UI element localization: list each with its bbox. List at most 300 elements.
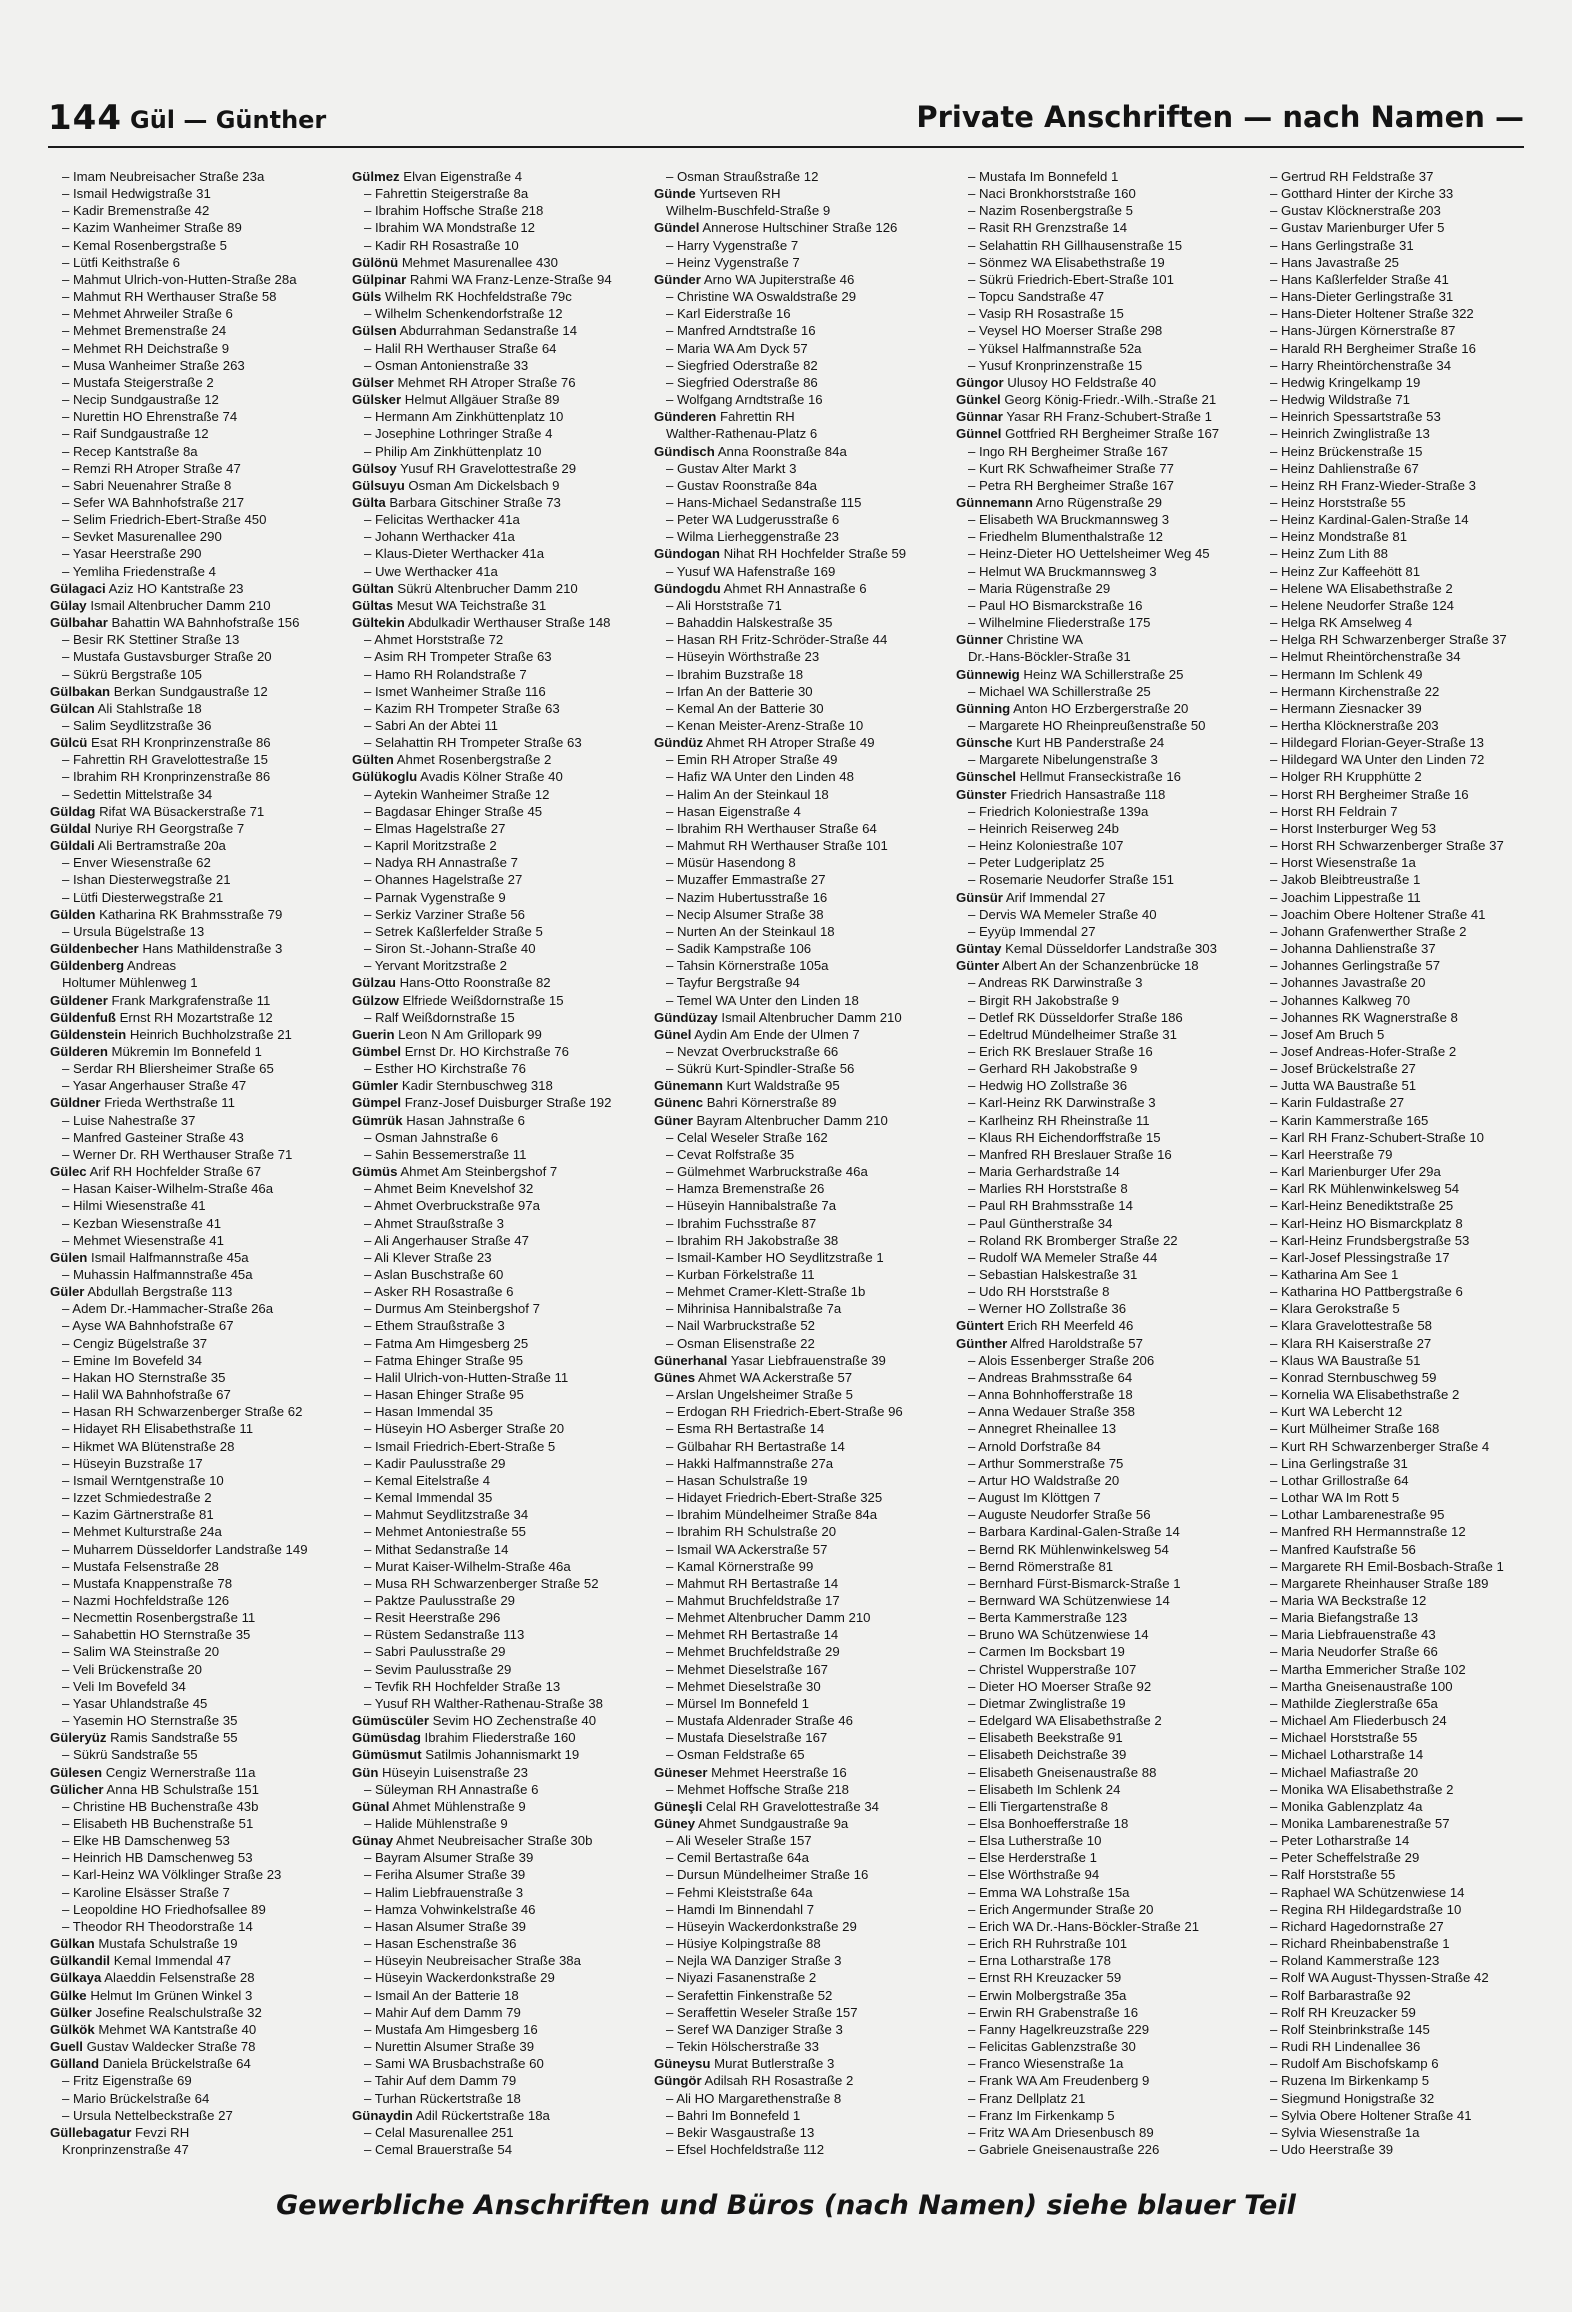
directory-entry: [956, 2004, 1240, 2021]
directory-entry: [956, 237, 1240, 254]
entry-surname: Gündisch: [654, 443, 715, 459]
directory-entry: [50, 185, 334, 202]
entry-details: – Raphael WA Schützenwiese 14: [1270, 1884, 1465, 1900]
entry-details: – Gerhard RH Jakobstraße 9: [968, 1061, 1138, 1077]
directory-entry: [654, 357, 938, 374]
entry-details: – Michael Mafiastraße 20: [1270, 1764, 1419, 1780]
directory-entry: [956, 1678, 1240, 1695]
directory-entry: [956, 1661, 1240, 1678]
directory-entry: [956, 1592, 1240, 1609]
entry-details: – Yasemin HO Sternstraße 35: [62, 1713, 238, 1729]
directory-entry: [50, 1472, 334, 1489]
entry-surname: Günay: [352, 1833, 394, 1849]
entry-details: – Yusuf Kronprinzenstraße 15: [968, 357, 1143, 373]
directory-entry: [50, 1163, 334, 1180]
directory-entry: [654, 1661, 938, 1678]
directory-entry: [50, 1901, 334, 1918]
entry-surname: Günkel: [956, 392, 1001, 408]
header-rule: [48, 146, 1524, 148]
directory-entry: [956, 1283, 1240, 1300]
entry-details: – Fahrettin RH Gravelottestraße 15: [62, 752, 268, 768]
directory-entry: [1258, 974, 1542, 991]
entry-details: – Marlies RH Horststraße 8: [968, 1181, 1128, 1197]
entry-details: – Fritz Eigenstraße 69: [62, 2073, 192, 2089]
directory-entry: [352, 1043, 636, 1060]
entry-details: – Hamo RH Rolandstraße 7: [364, 666, 527, 682]
directory-entry: [352, 648, 636, 665]
directory-entry: [956, 545, 1240, 562]
directory-entry: [352, 1077, 636, 1094]
directory-entry: [1258, 580, 1542, 597]
directory-entry: [654, 1918, 938, 1935]
entry-details: – Mehmet Ahrweiler Straße 6: [62, 306, 233, 322]
entry-details: – Bekir Wasgaustraße 13: [666, 2124, 815, 2140]
entry-details: – Hasan Eigenstraße 4: [666, 803, 801, 819]
entry-details: – Necip Sundgaustraße 12: [62, 392, 219, 408]
entry-details: – Ayse WA Bahnhofstraße 67: [62, 1318, 234, 1334]
directory-entry: [50, 545, 334, 562]
directory-entry: [956, 1472, 1240, 1489]
entry-details: – Else Herderstraße 1: [968, 1850, 1097, 1866]
directory-entry: [956, 1009, 1240, 1026]
directory-entry: [654, 494, 938, 511]
entry-surname: Gülkaya: [50, 1970, 102, 1986]
entry-details: – Asim RH Trompeter Straße 63: [364, 649, 552, 665]
entry-details: – Harald RH Bergheimer Straße 16: [1270, 340, 1476, 356]
directory-entry: [1258, 1695, 1542, 1712]
entry-details: – Franz Dellplatz 21: [968, 2090, 1086, 2106]
entry-details: – Gülmehmet Warbruckstraße 46a: [666, 1164, 868, 1180]
entry-details: – Erich WA Dr.-Hans-Böckler-Straße 21: [968, 1918, 1200, 1934]
column-1: [50, 168, 334, 2158]
entry-details: Elfriede Weißdornstraße 15: [398, 992, 564, 1008]
entry-surname: Gülkan: [50, 1936, 95, 1952]
directory-entry: [1258, 2004, 1542, 2021]
directory-entry: [654, 1884, 938, 1901]
directory-entry: [352, 1918, 636, 1935]
directory-entry: [956, 391, 1240, 408]
entry-details: – Musa Wanheimer Straße 263: [62, 357, 245, 373]
directory-entry: [50, 357, 334, 374]
entry-details: – Andreas Brahmsstraße 64: [968, 1369, 1133, 1385]
entry-details: – Berta Kammerstraße 123: [968, 1610, 1128, 1626]
entry-details: – Hasan RH Fritz-Schröder-Straße 44: [666, 632, 888, 648]
directory-entry: [50, 1523, 334, 1540]
entry-details: – Helmut WA Bruckmannsweg 3: [968, 563, 1157, 579]
directory-entry: [352, 614, 636, 631]
directory-entry: [654, 1266, 938, 1283]
entry-details: – Halil RH Werthauser Straße 64: [364, 340, 557, 356]
directory-entry: [956, 1300, 1240, 1317]
entry-details: Satilmis Johannismarkt 19: [421, 1747, 580, 1763]
directory-entry: [956, 1952, 1240, 1969]
directory-entry: [1258, 837, 1542, 854]
entry-details: – Mehmet Hoffsche Straße 218: [666, 1781, 850, 1797]
entry-details: – Luise Nahestraße 37: [62, 1112, 196, 1128]
directory-entry: [1258, 734, 1542, 751]
entry-details: – Fatma Am Himgesberg 25: [364, 1335, 529, 1351]
directory-entry: [50, 219, 334, 236]
entry-details: – Margarete Rheinhauser Straße 189: [1270, 1575, 1489, 1591]
entry-details: Arno Rügenstraße 29: [1032, 494, 1162, 510]
entry-details: Mükremin Im Bonnefeld 1: [107, 1043, 262, 1059]
entry-details: – Rudolf WA Memeler Straße 44: [968, 1249, 1158, 1265]
entry-details: – Hasan Ehinger Straße 95: [364, 1387, 524, 1403]
entry-details: – Lütfi Keithstraße 6: [62, 254, 181, 270]
entry-details: Kadir Sternbuschweg 318: [398, 1078, 553, 1094]
directory-entry: [352, 1009, 636, 1026]
directory-entry: [50, 734, 334, 751]
entry-details: – Hermann Im Schlenk 49: [1270, 666, 1423, 682]
entry-details: – Naci Bronkhorststraße 160: [968, 186, 1136, 202]
entry-details: – Elisabeth Gneisenaustraße 88: [968, 1764, 1157, 1780]
entry-details: Heinrich Buchholzstraße 21: [126, 1026, 292, 1042]
entry-details: – Fritz WA Am Driesenbusch 89: [968, 2124, 1154, 2140]
directory-entry: [1258, 768, 1542, 785]
entry-details: – Siegfried Oderstraße 86: [666, 374, 818, 390]
directory-entry: [352, 1386, 636, 1403]
directory-entry: [654, 940, 938, 957]
entry-surname: Gülland: [50, 2056, 100, 2072]
entry-details: Dr.-Hans-Böckler-Straße 31: [968, 649, 1131, 665]
entry-details: – Feriha Alsumer Straße 39: [364, 1867, 526, 1883]
directory-entry: [50, 1764, 334, 1781]
entry-details: – Udo RH Horststraße 8: [968, 1284, 1110, 1300]
entry-details: – Christine WA Oswaldstraße 29: [666, 289, 857, 305]
entry-details: – Margarete HO Rheinpreußenstraße 50: [968, 718, 1206, 733]
entry-surname: Gülsen: [352, 323, 397, 339]
directory-entry: [1258, 1746, 1542, 1763]
directory-entry: [352, 2055, 636, 2072]
directory-entry: [956, 580, 1240, 597]
entry-details: – Rasit RH Grenzstraße 14: [968, 220, 1128, 236]
directory-entry: [654, 2055, 938, 2072]
directory-entry: [352, 1300, 636, 1317]
directory-entry: [50, 340, 334, 357]
directory-entry: [956, 1266, 1240, 1283]
directory-entry: [1258, 408, 1542, 425]
entry-details: Kurt HB Panderstraße 24: [1012, 735, 1165, 751]
entry-details: – Ibrahim WA Mondstraße 12: [364, 220, 536, 236]
entry-details: – Ruzena Im Birkenkamp 5: [1270, 2073, 1430, 2089]
directory-entry: [352, 288, 636, 305]
directory-entry: [352, 1317, 636, 1334]
entry-details: – Veysel HO Moerser Straße 298: [968, 323, 1163, 339]
directory-entry: [956, 2107, 1240, 2124]
entry-details: – Michael WA Schillerstraße 25: [968, 683, 1151, 699]
directory-entry: [1258, 1094, 1542, 1111]
directory-entry: [1258, 219, 1542, 236]
entry-details: – Maria Biefangstraße 13: [1270, 1610, 1419, 1626]
directory-entry: [352, 734, 636, 751]
directory-entry: [352, 1764, 636, 1781]
directory-entry: [654, 408, 938, 425]
entry-details: – Holger RH Krupphütte 2: [1270, 769, 1422, 785]
directory-entry: [956, 1901, 1240, 1918]
directory-entry: [352, 219, 636, 236]
directory-entry: [654, 1180, 938, 1197]
entry-details: – Tahsin Körnerstraße 105a: [666, 958, 829, 974]
directory-entry: [50, 1232, 334, 1249]
entry-details: – Johannes RK Wagnerstraße 8: [1270, 1009, 1458, 1025]
entry-details: – Hans-Michael Sedanstraße 115: [666, 494, 862, 510]
entry-details: – Erich RH Ruhrstraße 101: [968, 1936, 1128, 1952]
entry-details: – Enver Wiesenstraße 62: [62, 855, 211, 871]
directory-entry: [1258, 477, 1542, 494]
directory-entry: [352, 322, 636, 339]
entry-details: – Ibrahim RH Werthauser Straße 64: [666, 820, 877, 836]
entry-details: – Helene Neudorfer Straße 124: [1270, 597, 1455, 613]
directory-entry: [1258, 357, 1542, 374]
entry-details: – Hedwig Wildstraße 71: [1270, 392, 1410, 408]
directory-entry: [50, 528, 334, 545]
directory-entry: [50, 1094, 334, 1111]
directory-entry: [956, 1643, 1240, 1660]
directory-entry: [1258, 1438, 1542, 1455]
directory-entry: [956, 202, 1240, 219]
directory-entry: [1258, 2090, 1542, 2107]
directory-entry: [1258, 1592, 1542, 1609]
directory-entry: [654, 1764, 938, 1781]
directory-entry: [956, 768, 1240, 785]
entry-surname: Günder: [654, 271, 701, 287]
entry-details: – Helga RK Amselweg 4: [1270, 615, 1413, 631]
entry-details: – Mahmut Ulrich-von-Hutten-Straße 28a: [62, 271, 297, 287]
entry-details: – Ibrahim Buzstraße 18: [666, 666, 804, 682]
directory-entry: [654, 803, 938, 820]
entry-details: – Hüseyin HO Asberger Straße 20: [364, 1421, 565, 1437]
directory-entry: [956, 717, 1240, 734]
entry-details: – Karl-Heinz Benediktstraße 25: [1270, 1198, 1454, 1214]
entry-details: – Ali HO Margarethenstraße 8: [666, 2090, 842, 2106]
directory-entry: [1258, 1043, 1542, 1060]
entry-details: – Hasan Eschenstraße 36: [364, 1936, 517, 1952]
directory-entry: [654, 1026, 938, 1043]
entry-details: Anton HO Erzbergerstraße 20: [1010, 700, 1189, 716]
entry-details: – Manfred Gasteiner Straße 43: [62, 1129, 244, 1145]
entry-details: – Carmen Im Bocksbart 19: [968, 1644, 1125, 1660]
directory-entry: [654, 1420, 938, 1437]
directory-entry: [1258, 1935, 1542, 1952]
directory-entry: [352, 1969, 636, 1986]
entry-details: – Nurten An der Steinkaul 18: [666, 923, 835, 939]
directory-entry: [654, 202, 938, 219]
entry-details: – Johannes Gerlingstraße 57: [1270, 958, 1441, 974]
directory-entry: [956, 1094, 1240, 1111]
directory-entry: [352, 1472, 636, 1489]
entry-details: – Hasan Alsumer Straße 39: [364, 1918, 526, 1934]
directory-entry: [956, 1866, 1240, 1883]
entry-details: – Selahattin RH Trompeter Straße 63: [364, 735, 582, 751]
entry-details: – Horst Insterburger Weg 53: [1270, 820, 1437, 836]
entry-details: – Konrad Sternbuschweg 59: [1270, 1369, 1437, 1385]
directory-entry: [654, 734, 938, 751]
entry-details: – Bayram Alsumer Straße 39: [364, 1850, 534, 1866]
entry-details: – Halide Mühlenstraße 9: [364, 1816, 508, 1831]
directory-entry: [50, 1197, 334, 1214]
directory-entry: [50, 803, 334, 820]
directory-entry: [352, 580, 636, 597]
entry-surname: Güldag: [50, 803, 96, 819]
directory-entry: [352, 1541, 636, 1558]
directory-entry: [956, 820, 1240, 837]
entry-surname: Gülta: [352, 494, 386, 510]
directory-entry: [956, 408, 1240, 425]
entry-details: – Elmas Hagelstraße 27: [364, 820, 506, 836]
directory-entry: [50, 1815, 334, 1832]
directory-entry: [956, 254, 1240, 271]
entry-details: – Artur HO Waldstraße 20: [968, 1472, 1120, 1488]
directory-entry: [654, 1472, 938, 1489]
directory-entry: [956, 1129, 1240, 1146]
entry-details: – Hikmet WA Blütenstraße 28: [62, 1438, 235, 1454]
directory-entry: [50, 2004, 334, 2021]
directory-entry: [50, 271, 334, 288]
entry-details: – Sahabettin HO Sternstraße 35: [62, 1627, 251, 1643]
directory-entry: [654, 288, 938, 305]
directory-entry: [654, 1952, 938, 1969]
entry-details: Ahmet Mühlenstraße 9: [389, 1798, 526, 1814]
entry-surname: Gülten: [352, 752, 394, 768]
directory-entry: [654, 185, 938, 202]
entry-details: Hasan Jahnstraße 6: [402, 1112, 525, 1128]
directory-entry: [352, 271, 636, 288]
directory-entry: [654, 854, 938, 871]
entry-details: – Raif Sundgaustraße 12: [62, 426, 209, 442]
directory-entry: [352, 1197, 636, 1214]
entry-details: – Elisabeth WA Bruckmannsweg 3: [968, 512, 1170, 528]
directory-entry: [1258, 425, 1542, 442]
entry-details: – Bernd RK Mühlenwinkelsweg 54: [968, 1541, 1169, 1557]
entry-details: – Mustafa Dieselstraße 167: [666, 1730, 828, 1746]
entry-details: – Ismet Wanheimer Straße 116: [364, 683, 546, 699]
entry-details: – Ali Angerhauser Straße 47: [364, 1232, 529, 1248]
entry-details: – Rolf Barbarastraße 92: [1270, 1987, 1411, 2003]
directory-entry: [1258, 1918, 1542, 1935]
entry-details: – Heinz Dahlienstraße 67: [1270, 460, 1419, 476]
directory-entry: [1258, 1215, 1542, 1232]
directory-columns: [50, 168, 1542, 2158]
entry-details: – Anna Bohnhofferstraße 18: [968, 1387, 1133, 1403]
entry-details: – Hans Javastraße 25: [1270, 254, 1400, 270]
entry-details: – Richard Hagedornstraße 27: [1270, 1918, 1444, 1934]
directory-entry: [1258, 1146, 1542, 1163]
entry-details: – Sabri Neuenahrer Straße 8: [62, 477, 232, 493]
directory-entry: [956, 1884, 1240, 1901]
entry-details: – Osman Jahnstraße 6: [364, 1129, 499, 1145]
directory-entry: [352, 2021, 636, 2038]
entry-details: – Mithat Sedanstraße 14: [364, 1541, 509, 1557]
entry-details: – Heinz RH Franz-Wieder-Straße 3: [1270, 477, 1476, 493]
entry-details: Barbara Gitschiner Straße 73: [385, 494, 561, 510]
entry-details: – Esther HO Kirchstraße 76: [364, 1061, 526, 1077]
entry-details: – Hertha Klöcknerstraße 203: [1270, 718, 1439, 733]
entry-details: Yasar RH Franz-Schubert-Straße 1: [1002, 409, 1213, 425]
entry-details: – Kurban Förkelstraße 11: [666, 1267, 815, 1282]
entry-surname: Gülbakan: [50, 683, 111, 699]
directory-entry: [50, 1541, 334, 1558]
directory-entry: [956, 666, 1240, 683]
entry-details: – Paktze Paulusstraße 29: [364, 1592, 516, 1608]
entry-details: – Hans-Dieter Holtener Straße 322: [1270, 306, 1474, 322]
entry-details: Abdulkadir Werthauser Straße 148: [404, 615, 611, 631]
directory-entry: [50, 1609, 334, 1626]
directory-entry: [352, 1438, 636, 1455]
entry-details: – Erna Lotharstraße 178: [968, 1953, 1111, 1969]
directory-entry: [654, 717, 938, 734]
entry-details: – Sylvia Obere Holtener Straße 41: [1270, 2107, 1472, 2123]
directory-entry: [654, 1489, 938, 1506]
entry-surname: Gülkök: [50, 2021, 95, 2037]
entry-details: – Klaus WA Baustraße 51: [1270, 1352, 1421, 1368]
directory-entry: [352, 666, 636, 683]
entry-details: – Josef Andreas-Hofer-Straße 2: [1270, 1043, 1457, 1059]
entry-surname: Günnel: [956, 426, 1002, 442]
entry-details: Ahmet Am Steinbergshof 7: [397, 1164, 558, 1180]
directory-entry: [1258, 803, 1542, 820]
directory-entry: [956, 734, 1240, 751]
entry-details: Yusuf RH Gravelottestraße 29: [396, 460, 577, 476]
entry-details: – Wilhelm Schenkendorfstraße 12: [364, 306, 563, 322]
entry-details: – Sebastian Halskestraße 31: [968, 1267, 1138, 1282]
directory-entry: [352, 1558, 636, 1575]
directory-entry: [352, 1420, 636, 1437]
directory-entry: [654, 1163, 938, 1180]
directory-entry: [50, 511, 334, 528]
directory-entry: [1258, 1112, 1542, 1129]
entry-details: – Topcu Sandstraße 47: [968, 289, 1105, 305]
directory-entry: [50, 768, 334, 785]
entry-details: – Regina RH Hildegardstraße 10: [1270, 1901, 1462, 1917]
entry-details: Ahmet WA Ackerstraße 57: [695, 1369, 853, 1385]
entry-surname: Güllebagatur: [50, 2124, 132, 2140]
directory-entry: [654, 1094, 938, 1111]
directory-entry: [956, 1575, 1240, 1592]
directory-entry: [352, 854, 636, 871]
entry-details: – Imam Neubreisacher Straße 23a: [62, 169, 265, 184]
directory-entry: [956, 1935, 1240, 1952]
entry-details: Mehmet Heerstraße 16: [707, 1764, 847, 1780]
directory-entry: [654, 1043, 938, 1060]
directory-entry: [654, 1798, 938, 1815]
directory-entry: [956, 1987, 1240, 2004]
entry-details: – Horst Wiesenstraße 1a: [1270, 855, 1416, 871]
entry-details: – Cemal Brauerstraße 54: [364, 2141, 513, 2157]
entry-details: – Hermann Kirchenstraße 22: [1270, 683, 1440, 699]
entry-details: – Maria Rügenstraße 29: [968, 580, 1111, 596]
directory-entry: [1258, 237, 1542, 254]
entry-details: – Mehmet Dieselstraße 167: [666, 1661, 828, 1677]
entry-details: Avadis Kölner Straße 40: [417, 769, 563, 785]
entry-details: – Nazim Hubertusstraße 16: [666, 889, 828, 905]
entry-details: – Kazim RH Trompeter Straße 63: [364, 700, 560, 716]
entry-details: – Rudolf Am Bischofskamp 6: [1270, 2056, 1439, 2072]
directory-entry: [654, 563, 938, 580]
directory-entry: [50, 666, 334, 683]
entry-details: – Yasar Uhlandstraße 45: [62, 1695, 208, 1711]
directory-entry: [50, 2124, 334, 2141]
directory-entry: [1258, 1987, 1542, 2004]
entry-details: – Aytekin Wanheimer Straße 12: [364, 786, 550, 802]
directory-entry: [352, 1712, 636, 1729]
entry-details: – Bahri Im Bonnefeld 1: [666, 2107, 801, 2123]
entry-details: – Hamdi Im Binnendahl 7: [666, 1901, 815, 1917]
entry-details: – Kurt RH Schwarzenberger Straße 4: [1270, 1438, 1490, 1454]
entry-details: – Veli Brückenstraße 20: [62, 1661, 203, 1677]
directory-entry: [956, 1369, 1240, 1386]
entry-details: – August Im Klöttgen 7: [968, 1490, 1101, 1506]
entry-details: – Dietmar Zwinglistraße 19: [968, 1695, 1126, 1711]
